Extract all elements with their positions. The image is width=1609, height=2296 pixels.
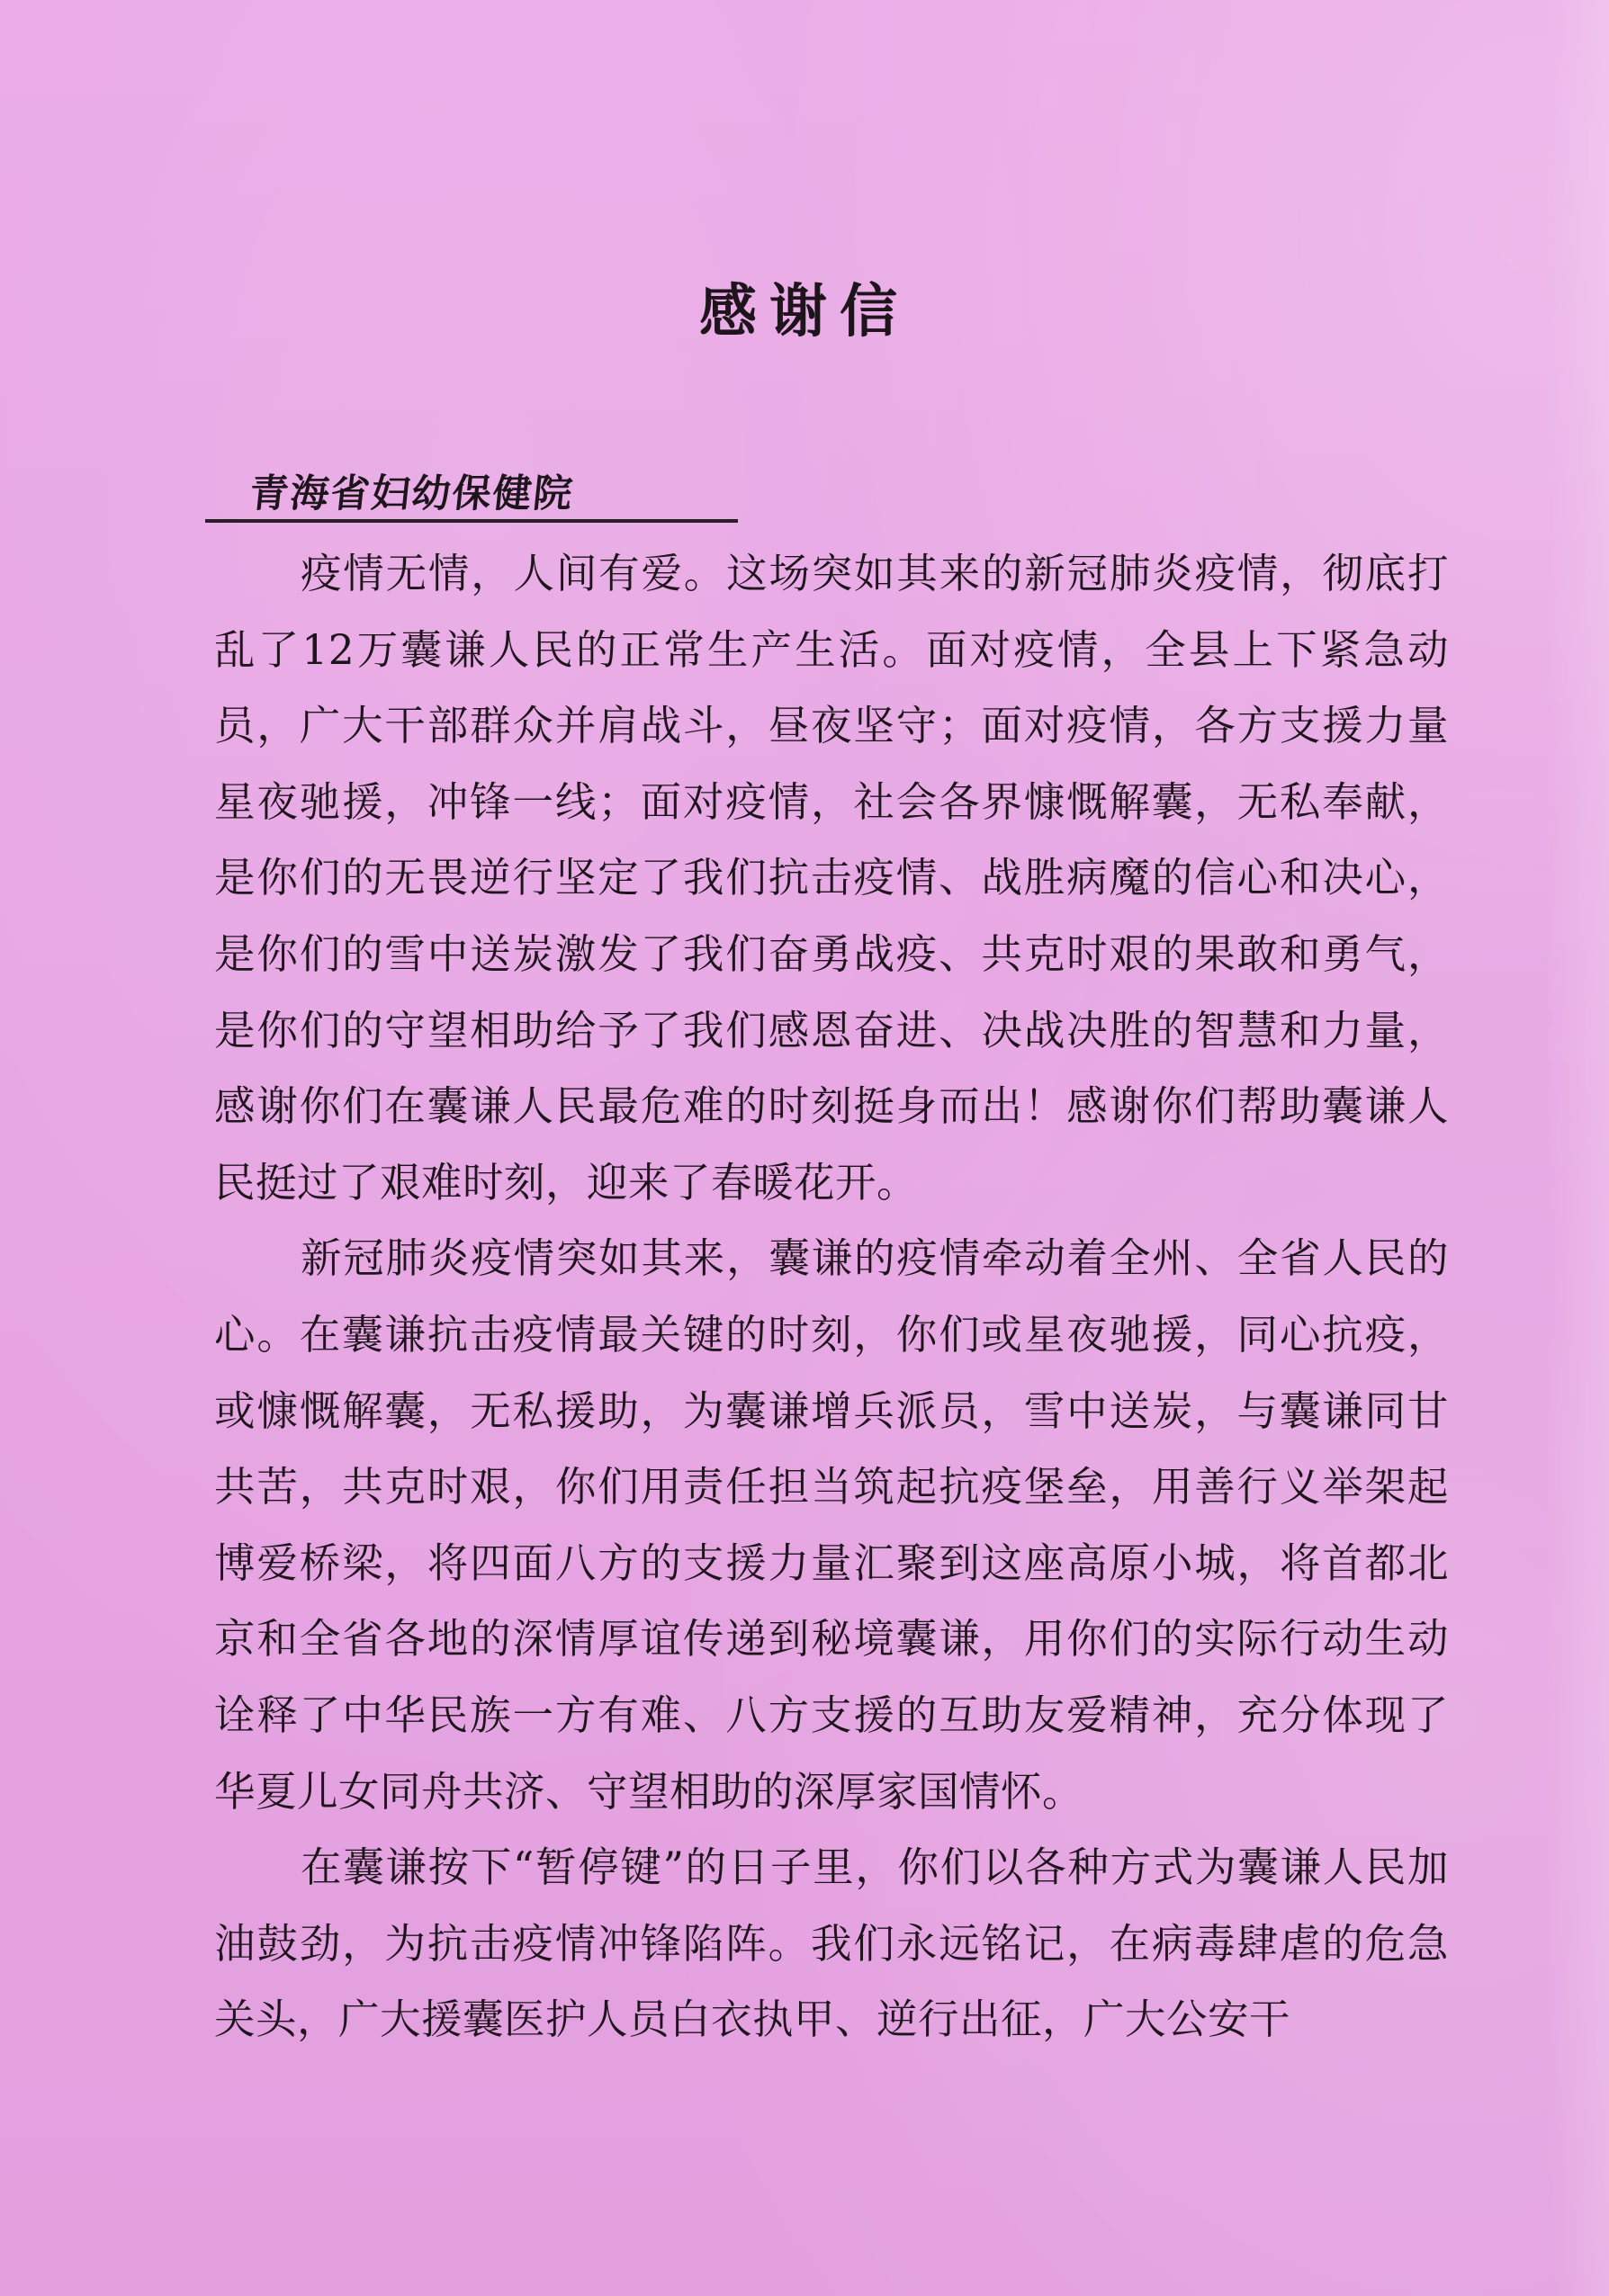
recipient-underline (205, 519, 738, 523)
letter-paragraph-1: 疫情无情，人间有爱。这场突如其来的新冠肺炎疫情，彻底打乱了12万囊谦人民的正常生产生活。面对疫情，全县上下紧急动员，广大干部群众并肩战斗，昼夜坚守；面对疫情，各方支援力量星夜驰援，冲锋一线；面对疫情，社会各界慷慨解囊，无私奉献，是你们的无畏逆行坚定了我们抗击疫情、战胜病魔的信心和决心，是你们的雪中送炭激发了我们奋勇战疫、共克时艰的果敢和勇气，是你们的守望相助给予了我们感恩奋进、决战决胜的智慧和力量，感谢你们在囊谦人民最危难的时刻挺身而出！感谢你们帮助囊谦人民挺过了艰难时刻，迎来了春暖花开。 (214, 550, 1449, 1206)
letter-paragraph-2: 新冠肺炎疫情突如其来，囊谦的疫情牵动着全州、全省人民的心。在囊谦抗击疫情最关键的时刻，你们或星夜驰援，同心抗疫，或慷慨解囊，无私援助，为囊谦增兵派员，雪中送炭，与囊谦同甘共苦，共克时艰，你们用责任担当筑起抗疫堡垒，用善行义举架起博爱桥梁，将四面八方的支援力量汇聚到这座高原小城，将首都北京和全省各地的深情厚谊传递到秘境囊谦，用你们的实际行动生动诠释了中华民族一方有难、八方支援的互助友爱精神，充分体现了华夏儿女同舟共济、守望相助的深厚家国情怀。 (214, 1234, 1449, 1816)
letter-recipient: 青海省妇幼保健院 (247, 471, 577, 516)
letter-paragraph-3: 在囊谦按下“暂停键”的日子里，你们以各种方式为囊谦人民加油鼓劲，为抗击疫情冲锋陷阵。我们永远铭记，在病毒肆虐的危急关头，广大援囊医护人员白衣执甲、逆行出征，广大公安干 (214, 1843, 1449, 2044)
letter-body (214, 536, 1449, 2058)
letter-title: 感谢信 (699, 278, 910, 345)
